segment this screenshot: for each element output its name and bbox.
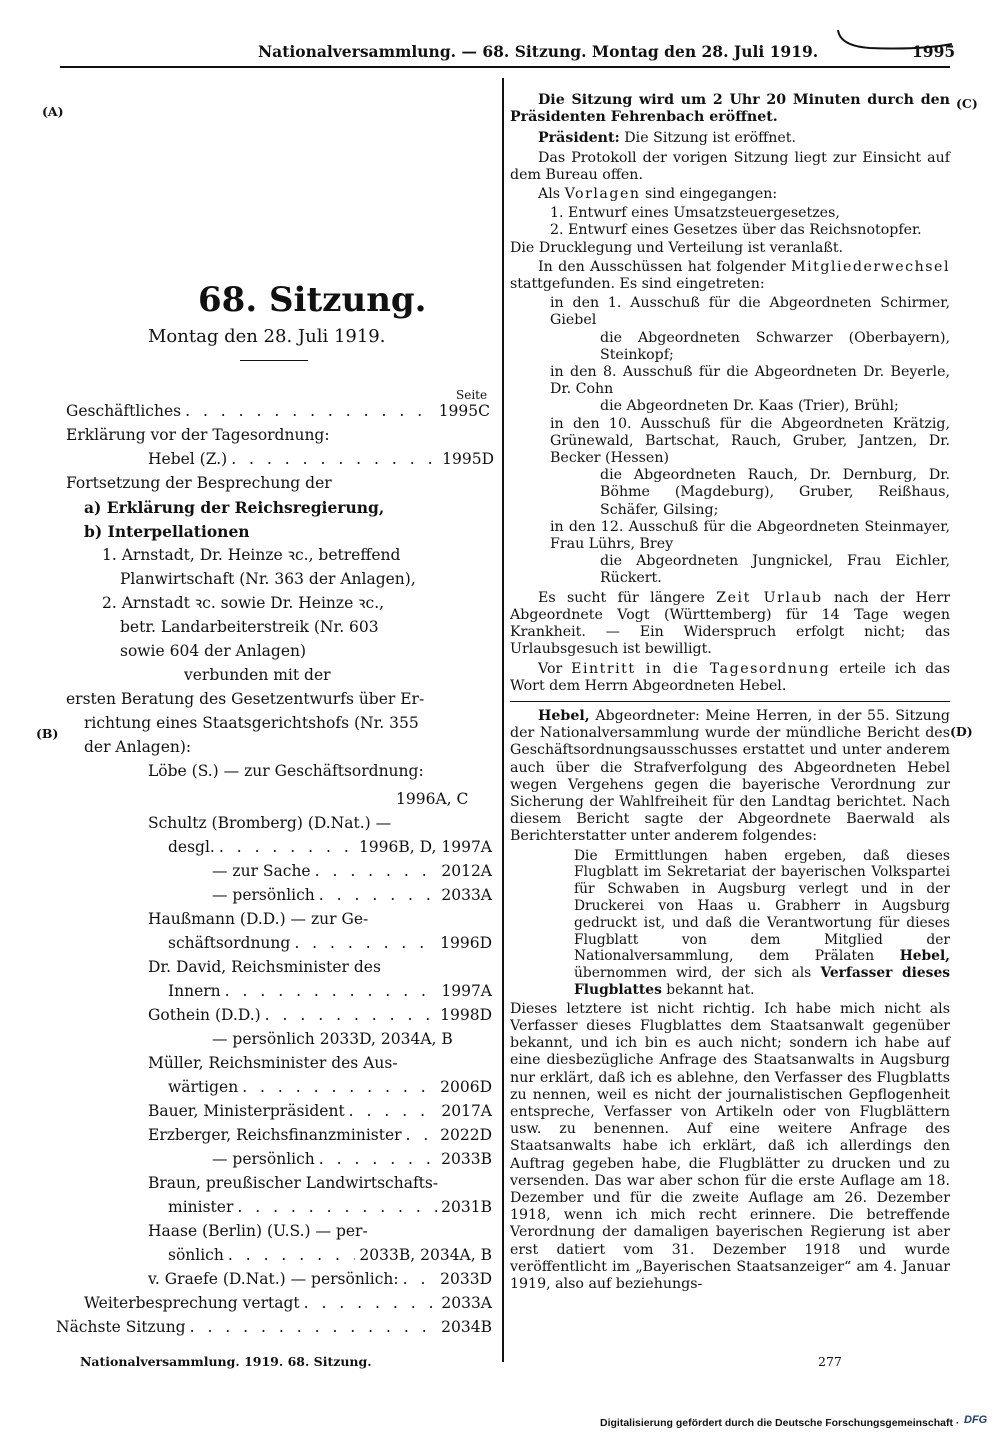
column-divider — [502, 78, 504, 1362]
toc-entry: 2. Arnstadt ꝛc. sowie Dr. Heinze ꝛc., — [102, 594, 385, 612]
toc-entry: 1. Arnstadt, Dr. Heinze ꝛc., betreffend — [102, 546, 401, 564]
president-paragraph: Präsident: Die Sitzung ist eröffnet. — [538, 130, 796, 147]
header-rule — [60, 66, 950, 68]
toc-entry: — persönlich . . . 2033A — [212, 884, 492, 907]
committee-change: in den 10. Ausschuß für die Abgeordneten Krätzig, Grünewald, Bartschat, Rauch, Gruber, Jantzen, Dr. Becker (Hessen) — [550, 415, 950, 467]
toc-entry: Gothein (D.D.) . . . 1998D — [148, 1004, 492, 1027]
drucklegung-paragraph: Die Drucklegung und Verteilung ist veranlaßt. — [510, 239, 844, 256]
committee-change: die Abgeordneten Rauch, Dr. Dernburg, Dr. Böhme (Magdeburg), Gruber, Reißhaus, Schäfer, Gilsing; — [600, 467, 950, 518]
toc-entry: Erklärung vor der Tagesordnung: — [66, 426, 330, 444]
toc-entry: sowie 604 der Anlagen) — [120, 642, 307, 660]
right-column — [510, 92, 950, 1295]
toc-entry: Schultz (Bromberg) (D.Nat.) — — [148, 814, 392, 832]
list-item: 2. Entwurf eines Gesetzes über das Reichsnotopfer. — [550, 222, 922, 239]
urlaub-paragraph: Es sucht für längere Zeit Urlaub nach der Herr Abgeordnete Vogt (Württemberg) für 14 Tage wegen Krankheit. — Ein Widerspruch erfolgt nicht; das Urlaubsgesuch ist bewilligt. — [510, 589, 950, 658]
list-item: 1. Entwurf eines Umsatzsteuergesetzes, — [550, 205, 840, 222]
session-title: 68. Sitzung. — [198, 280, 427, 320]
hebel-speech: Hebel, Abgeordneter: Meine Herren, in der 55. Sitzung der Nationalversammlung wurde der mündliche Bericht des Geschäftsordnungsausschusses erstattet und unter anderem auch über die Strafverfolgung des Abgeordneten Hebel wegen Vergehens gegen die bayerische Verordnung zur Sicherung der Wahlfreiheit für den Landtag berichtet. Nach diesem Bericht sagte der Abgeordnete Baerwald als Berichterstatter unter anderem folgendes: — [510, 707, 950, 845]
toc-entry: ersten Beratung des Gesetzentwurfs über Er- — [66, 690, 425, 708]
margin-mark-a: (A) — [42, 104, 64, 119]
pencil-mark — [830, 26, 960, 54]
title-rule — [240, 360, 308, 361]
toc-entry: Erzberger, Reichsfinanzminister . . . 2022D — [148, 1124, 492, 1147]
toc-entry: minister . . . 2031B — [168, 1196, 492, 1219]
toc-entry: Nächste Sitzung . . . 2034B — [56, 1316, 492, 1339]
toc-entry: v. Graefe (D.Nat.) — persönlich: . . . 2033D — [148, 1268, 492, 1291]
toc-entry: Geschäftliches . . . 1995C — [66, 400, 490, 423]
committee-change: die Abgeordneten Schwarzer (Oberbayern), Steinkopf; — [600, 329, 950, 363]
committee-change: die Abgeordneten Jungnickel, Frau Eichler, Rückert. — [600, 553, 950, 587]
margin-mark-d: (D) — [950, 724, 973, 739]
margin-mark-b: (B) — [36, 726, 59, 741]
toc-entry: — persönlich 2033D, 2034A, B — [212, 1030, 453, 1048]
toc-entry: Haußmann (D.D.) — zur Ge- — [148, 910, 369, 928]
committee-change: in den 1. Ausschuß für die Abgeordneten Schirmer, Giebel — [550, 295, 950, 329]
toc-entry: Haase (Berlin) (U.S.) — per- — [148, 1222, 368, 1240]
dfg-logo: DFG — [964, 1414, 988, 1426]
toc-entry: desgl. . . . 1996B, D, 1997A — [168, 836, 492, 859]
toc-entry: 1996A, C — [396, 790, 469, 808]
mitgliederwechsel-paragraph: In den Ausschüssen hat folgender Mitgliederwechsel stattgefunden. Es sind eingetreten: — [510, 258, 950, 293]
page-number: 1995 — [912, 42, 956, 61]
footer-number: 277 — [818, 1354, 842, 1369]
toc-entry: Bauer, Ministerpräsident . . . 2017A — [148, 1100, 492, 1123]
toc-entry: richtung eines Staatsgerichtshofs (Nr. 355 — [84, 714, 419, 732]
digitization-credit: Digitalisierung gefördert durch die Deutsche Forschungsgemeinschaft · — [600, 1417, 960, 1429]
margin-mark-c: (C) — [956, 96, 978, 111]
toc-entry: — zur Sache . . . 2012A — [212, 860, 492, 883]
toc-entry: verbunden mit der — [184, 666, 331, 684]
running-header: Nationalversammlung. — 68. Sitzung. Montag den 28. Juli 1919. — [258, 42, 819, 61]
session-date: Montag den 28. Juli 1919. — [148, 326, 386, 347]
speaker-name: Hebel, — [538, 707, 590, 724]
tagesordnung-paragraph: Vor Eintritt in die Tagesordnung erteile ich das Wort dem Herrn Abgeordneten Hebel. — [510, 660, 950, 694]
toc-entry: Müller, Reichsminister des Aus- — [148, 1054, 398, 1072]
toc-entry: der Anlagen): — [84, 738, 192, 756]
speaker-name: Präsident: — [538, 130, 620, 147]
hebel-speech-continued: Dieses letztere ist nicht richtig. Ich habe mich nicht als Verfasser dieses Flugblattes dem Staatsanwalt gegenüber bekannt, und ich bin es auch nicht; sondern ich habe auf eine diesbezügliche Anfrage des Staatsanwalts in Augsburg nur erklärt, daß ich es ablehne, den Verfasser des Flugblatts zu nennen, weil es nicht der journalistischen Gepflogenheit entspreche, Verfasser von Artikeln oder von Flugblättern usw. zu benennen. Auf eine weitere Anfrage des Staatsanwalts habe ich erklärt, daß ich allerdings den Auftrag gegeben habe, die Flugblätter zu drucken und zu versenden. Das war aber schon für die erste Auflage am 18. Dezember und für die zweite Auflage am 26. Dezember 1918, wenn ich mich recht erinnere. Die betreffende Verordnung der damaligen bayerischen Regierung ist aber erst datiert vom 31. Dezember 1918 und wurde veröffentlicht im „Bayerischen Staatsanzeiger“ am 4. Januar 1919, also auf beziehungs- — [510, 1000, 950, 1292]
committee-change: die Abgeordneten Dr. Kaas (Trier), Brühl; — [600, 398, 899, 415]
toc-entry: betr. Landarbeiterstreik (Nr. 603 — [120, 618, 379, 636]
toc-entry: Braun, preußischer Landwirtschafts- — [148, 1174, 439, 1192]
toc-entry: wärtigen . . . 2006D — [168, 1076, 492, 1099]
toc-entry: Fortsetzung der Besprechung der — [66, 474, 332, 492]
protocol-paragraph: Das Protokoll der vorigen Sitzung liegt zur Einsicht auf dem Bureau offen. — [510, 149, 950, 183]
opening-paragraph: Die Sitzung wird um 2 Uhr 20 Minuten durch den Präsidenten Fehrenbach eröffnet. — [510, 92, 950, 126]
quotation: Die Ermittlungen haben ergeben, daß dieses Flugblatt im Sekretariat der bayerischen Volkspartei für Schwaben in Augsburg verlegt und in der Druckerei von Haas u. Grabherr in Augsburg gedruckt ist, und daß die Verantwortung für dieses Flugblatt von dem Mitglied der Nationalversammlung, dem Prälaten Hebel, übernommen wird, der sich als Verfasser dieses Flugblattes bekannt hat. — [574, 847, 950, 998]
toc-entry: — persönlich . . . 2033B — [212, 1148, 492, 1171]
vorlagen-paragraph: Als Vorlagen sind eingegangen: — [538, 186, 778, 203]
toc-entry: Innern . . . 1997A — [168, 980, 492, 1003]
seite-label: Seite — [456, 388, 488, 402]
toc-entry: a) Erklärung der Reichsregierung, — [84, 498, 385, 517]
toc-entry: schäftsordnung . . . 1996D — [168, 932, 492, 955]
toc-entry: Hebel (Z.) . . . 1995D — [148, 448, 494, 471]
toc-entry: Dr. David, Reichsminister des — [148, 958, 381, 976]
toc-entry: Löbe (S.) — zur Geschäftsordnung: — [148, 762, 424, 780]
toc-entry: Planwirtschaft (Nr. 363 der Anlagen), — [120, 570, 416, 588]
toc-entry: b) Interpellationen — [84, 522, 250, 541]
committee-change: in den 12. Ausschuß für die Abgeordneten Steinmayer, Frau Lührs, Brey — [550, 518, 950, 553]
footer-left: Nationalversammlung. 1919. 68. Sitzung. — [80, 1354, 372, 1369]
toc-entry: sönlich . . . 2033B, 2034A, B — [168, 1244, 492, 1267]
committee-change: in den 8. Ausschuß für die Abgeordneten Dr. Beyerle, Dr. Cohn — [550, 364, 950, 398]
toc-entry: Weiterbesprechung vertagt . . . 2033A — [84, 1292, 492, 1315]
section-rule — [510, 701, 950, 702]
